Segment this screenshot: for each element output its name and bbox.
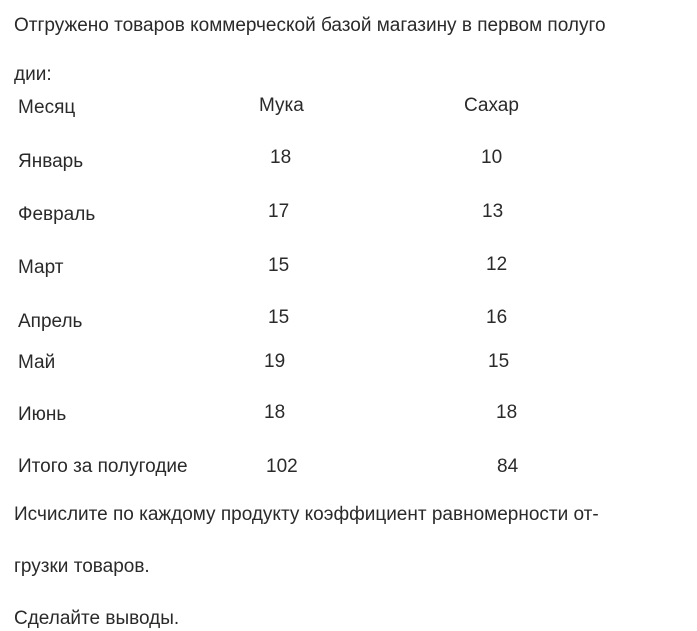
total-sugar: 84 (497, 456, 519, 477)
row-sugar: 16 (486, 307, 508, 328)
total-flour: 102 (266, 456, 298, 477)
row-month: Июнь (18, 404, 67, 425)
row-flour: 15 (268, 307, 290, 328)
row-flour: 15 (268, 255, 290, 276)
row-flour: 19 (264, 351, 286, 372)
header-flour: Мука (259, 95, 304, 116)
row-sugar: 13 (482, 201, 504, 222)
row-sugar: 18 (496, 402, 518, 423)
intro-line-1: Отгружено товаров коммерческой базой магазину в первом полуго (14, 15, 606, 36)
header-sugar: Сахар (464, 95, 519, 116)
header-month: Месяц (18, 97, 76, 118)
row-sugar: 12 (486, 254, 508, 275)
row-month: Март (18, 257, 64, 278)
row-flour: 17 (268, 201, 290, 222)
row-month: Май (18, 352, 56, 373)
row-flour: 18 (264, 402, 286, 423)
row-sugar: 15 (488, 351, 510, 372)
task-line-2: грузки товаров. (14, 556, 150, 577)
intro-line-2: дии: (14, 64, 52, 85)
task-line-3: Сделайте выводы. (14, 608, 180, 629)
row-month: Январь (18, 151, 84, 172)
task-line-1: Исчислите по каждому продукту коэффициент равномерности от- (14, 504, 599, 525)
row-flour: 18 (270, 147, 292, 168)
total-label: Итого за полугодие (18, 456, 188, 477)
row-sugar: 10 (481, 147, 503, 168)
row-month: Февраль (18, 204, 96, 225)
row-month: Апрель (18, 311, 83, 332)
